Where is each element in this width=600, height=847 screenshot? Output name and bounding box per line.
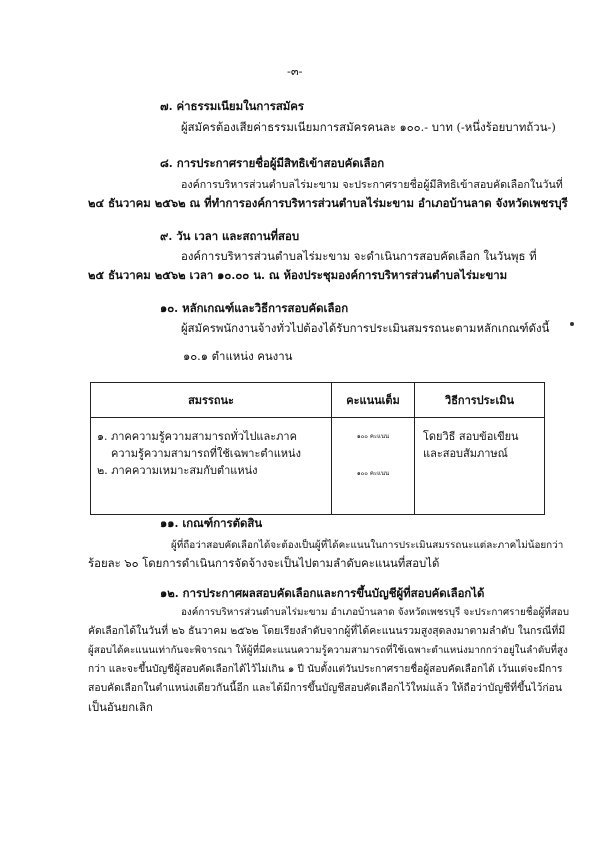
- table-header-score: คะแนนเต็ม: [332, 383, 415, 418]
- table-cell-competency: [91, 418, 332, 515]
- scan-speck: [570, 322, 574, 326]
- section-9-text-1: องค์การบริหารส่วนตำบลไร่มะขาม จะดำเนินการสอบคัดเลือก ในวันพุธ ที่: [181, 249, 537, 263]
- table-cell-method: [415, 418, 545, 515]
- method-line-1: โดยวิธี สอบข้อเขียน: [423, 430, 519, 443]
- section-10-text: ผู้สมัครพนักงานจ้างทั่วไปต้องได้รับการประเมินสมรรถนะตามหลักเกณฑ์ดังนี้: [181, 321, 550, 335]
- table-header-competency: สมรรถนะ: [91, 383, 332, 418]
- section-8-text-1: องค์การบริหารส่วนตำบลไร่มะขาม จะประกาศรายชื่อผู้มีสิทธิเข้าสอบคัดเลือกในวันที่: [181, 178, 563, 191]
- section-12-heading: ๑๒. การประกาศผลสอบคัดเลือกและการขึ้นบัญชีผู้ที่สอบคัดเลือกได้: [160, 586, 485, 600]
- competency-item-2: ๒. ภาคความเหมาะสมกับตำแหน่ง: [97, 464, 258, 477]
- section-8-text-2: ๒๔ ธันวาคม ๒๕๖๒ ณ ที่ทำการองค์การบริหารส่วนตำบลไร่มะขาม อำเภอบ้านลาด จังหวัดเพชรบุรี: [88, 196, 568, 210]
- page-number: -๓-: [287, 64, 303, 78]
- section-9-heading: ๙. วัน เวลา และสถานที่สอบ: [160, 229, 300, 243]
- section-12-text-1: องค์การบริหารส่วนตำบลไร่มะขาม อำเภอบ้านลาด จังหวัดเพชรบุรี จะประกาศรายชื่อผู้ที่สอบ: [181, 607, 569, 618]
- section-11-text-2: ร้อยละ ๖๐ โดยการดำเนินการจัดจ้างจะเป็นไปตามลำดับคะแนนที่สอบได้: [88, 556, 440, 570]
- section-10-subheading: ๑๐.๑ ตำแหน่ง คนงาน: [183, 349, 293, 363]
- method-line-2: และสอบสัมภาษณ์: [423, 447, 508, 460]
- section-12-text-6: เป็นอันยกเลิก: [88, 700, 153, 714]
- table-header-row: [91, 383, 545, 418]
- section-11-heading: ๑๑. เกณฑ์การตัดสิน: [160, 516, 263, 530]
- table-header-method: วิธีการประเมิน: [415, 383, 545, 418]
- score-item-1: ๑๐๐ คะแนน: [356, 433, 390, 440]
- section-12-text-2: คัดเลือกได้ในวันที่ ๒๖ ธันวาคม ๒๕๖๒ โดยเรียงลำดับจากผู้ที่ได้คะแนนรวมสูงสุดลงมาตามลำดับ ในกรณีที่มี: [88, 625, 566, 637]
- section-12-text-3: ผู้สอบได้คะแนนเท่ากันจะพิจารณา ให้ผู้ที่มีคะแนนความรู้ความสามารถที่ใช้เฉพาะตำแหน่งมากกว่าอยู่ในลำดับที่สูง: [88, 645, 568, 656]
- section-11-text-1: ผู้ที่ถือว่าสอบคัดเลือกได้จะต้องเป็นผู้ที่ได้คะแนนในการประเมินสมรรถนะแต่ละภาคไม่น้อยกว่า: [171, 540, 564, 551]
- competency-item-1a: ๑. ภาคความรู้ความสามารถทั่วไปและภาค: [97, 430, 297, 443]
- section-8-heading: ๘. การประกาศรายชื่อผู้มีสิทธิเข้าสอบคัดเลือก: [160, 156, 385, 170]
- table-row: [91, 418, 545, 515]
- competency-item-1b: ความรู้ความสามารถที่ใช้เฉพาะตำแหน่ง: [111, 447, 301, 460]
- section-10-heading: ๑๐. หลักเกณฑ์และวิธีการสอบคัดเลือก: [160, 301, 349, 315]
- table-cell-score: [332, 418, 415, 515]
- section-12-text-4: กว่า และจะขึ้นบัญชีผู้สอบคัดเลือกได้ไว้ไม่เกิน ๑ ปี นับตั้งแต่วันประกาศรายชื่อผู้สอบคัดเลือกได้ เว้นแต่จะมีการ: [88, 664, 563, 675]
- criteria-table: [90, 382, 545, 515]
- section-7-text: ผู้สมัครต้องเสียค่าธรรมเนียมการสมัครคนละ ๑๐๐.- บาท (-หนึ่งร้อยบาทถ้วน-): [181, 120, 556, 134]
- section-7-heading: ๗. ค่าธรรมเนียมในการสมัคร: [160, 99, 305, 113]
- score-item-2: ๑๐๐ คะแนน: [356, 470, 390, 477]
- section-9-text-2: ๒๕ ธันวาคม ๒๕๖๒ เวลา ๑๐.๐๐ น. ณ ห้องประชุมองค์การบริหารส่วนตำบลไร่มะขาม: [88, 268, 508, 282]
- section-12-text-5: สอบคัดเลือกในตำแหน่งเดียวกันนี้อีก และได้มีการขึ้นบัญชีสอบคัดเลือกไว้ใหม่แล้ว ให้ถือว่าบัญชีที่ขึ้นไว้ก่อน: [88, 682, 562, 694]
